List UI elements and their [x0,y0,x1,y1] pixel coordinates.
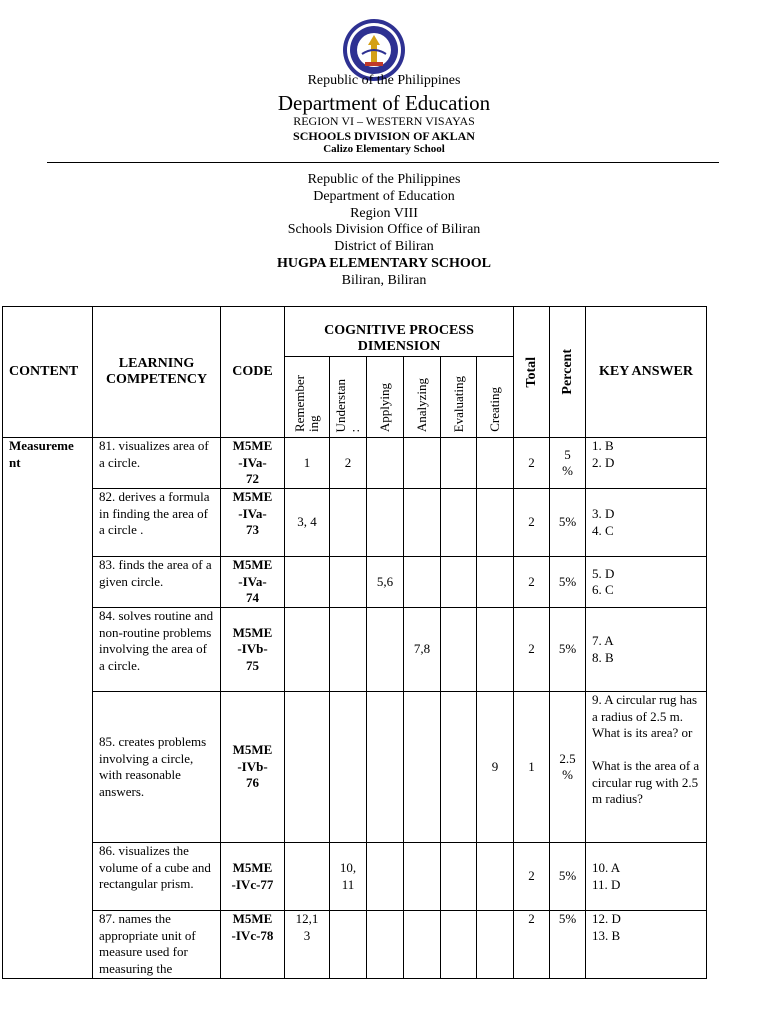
code-cell: M5ME -IVa- 74 [221,557,285,608]
understanding-cell [330,692,367,843]
code-cell: M5ME -IVa- 72 [221,438,285,489]
applying-cell [367,489,404,557]
creating-cell [477,438,514,489]
header-analyzing: Analyzing [404,357,441,438]
percent-cell: 5% [550,911,586,979]
table-row [3,489,707,557]
code-cell: M5ME -IVc-78 [221,911,285,979]
table-row [3,557,707,608]
competency-cell: 86. visualizes the volume of a cube and rectangular prism. [93,843,221,911]
header2-district: District of Biliran [334,239,434,254]
evaluating-cell [441,557,477,608]
tos-table [2,306,707,979]
analyzing-cell [404,692,441,843]
competency-cell: 81. visualizes area of a circle. [93,438,221,489]
understanding-cell: 2 [330,438,367,489]
header-remembering: Remember ing [285,357,330,438]
total-cell: 2 [514,843,550,911]
table-row [3,692,707,843]
applying-cell [367,843,404,911]
percent-cell: 5% [550,608,586,692]
header2-department: Department of Education [313,189,455,204]
analyzing-cell: 7,8 [404,608,441,692]
remembering-cell [285,843,330,911]
evaluating-cell [441,438,477,489]
letterhead-divider [47,162,719,163]
percent-cell: 5% [550,489,586,557]
header-key-answer: KEY ANSWER [586,307,707,438]
percent-cell: 5% [550,843,586,911]
creating-cell [477,557,514,608]
header-total: Total [514,307,550,438]
understanding-cell [330,489,367,557]
total-cell: 2 [514,557,550,608]
key-answer-cell: 12. D 13. B [586,911,707,979]
percent-cell: 2.5 % [550,692,586,843]
percent-cell: 5 % [550,438,586,489]
content-cell: Measureme nt [3,438,93,979]
remembering-cell: 3, 4 [285,489,330,557]
competency-cell: 84. solves routine and non-routine problems involving the area of a circle. [93,608,221,692]
header-cognitive-dimension: COGNITIVE PROCESS DIMENSION [285,307,514,357]
header-creating: Creating [477,357,514,438]
total-cell: 2 [514,438,550,489]
header-evaluating: Evaluating [441,357,477,438]
total-cell: 2 [514,911,550,979]
header-understanding: Understan : [330,357,367,438]
analyzing-cell [404,843,441,911]
letterhead-department: Department of Education [277,91,491,115]
evaluating-cell [441,911,477,979]
evaluating-cell [441,692,477,843]
letterhead-region: REGION VI – WESTERN VISAYAS [293,114,475,128]
table-row [3,608,707,692]
understanding-cell [330,557,367,608]
key-answer-cell: 5. D 6. C [586,557,707,608]
creating-cell [477,608,514,692]
remembering-cell [285,608,330,692]
applying-cell [367,911,404,979]
analyzing-cell [404,438,441,489]
total-cell: 2 [514,608,550,692]
code-cell: M5ME -IVa- 73 [221,489,285,557]
header2-division: Schools Division Office of Biliran [287,222,481,237]
creating-cell: 9 [477,692,514,843]
analyzing-cell [404,489,441,557]
analyzing-cell [404,911,441,979]
creating-cell [477,843,514,911]
total-cell: 1 [514,692,550,843]
competency-cell: 85. creates problems involving a circle, with reasonable answers. [93,692,221,843]
applying-cell: 5,6 [367,557,404,608]
key-answer-cell: 9. A circular rug has a radius of 2.5 m. What is its area? or What is the area of a circular rug with 2.5 m radius? [586,692,707,843]
remembering-cell: 12,1 3 [285,911,330,979]
understanding-cell: 10, 11 [330,843,367,911]
key-answer-cell: 1. B 2. D [586,438,707,489]
key-answer-cell: 3. D 4. C [586,489,707,557]
creating-cell [477,911,514,979]
understanding-cell [330,608,367,692]
code-cell: M5ME -IVc-77 [221,843,285,911]
header2-location: Biliran, Biliran [341,273,427,288]
header-applying: Applying [367,357,404,438]
header2-school: HUGPA ELEMENTARY SCHOOL [277,256,491,271]
letterhead-school: Calizo Elementary School [323,143,445,155]
table-row [3,438,707,489]
remembering-cell [285,557,330,608]
evaluating-cell [441,843,477,911]
table-row [3,911,707,979]
total-cell: 2 [514,489,550,557]
key-answer-cell: 10. A 11. D [586,843,707,911]
creating-cell [477,489,514,557]
applying-cell [367,438,404,489]
understanding-cell [330,911,367,979]
header-competency: LEARNING COMPETENCY [93,307,221,438]
header2-republic: Republic of the Philippines [307,172,461,187]
letterhead-division: SCHOOLS DIVISION OF AKLAN [293,129,475,143]
remembering-cell [285,692,330,843]
competency-cell: 83. finds the area of a given circle. [93,557,221,608]
competency-cell: 87. names the appropriate unit of measure used for measuring the [93,911,221,979]
header2-region: Region VIII [350,206,418,221]
competency-cell: 82. derives a formula in finding the area of a circle . [93,489,221,557]
evaluating-cell [441,608,477,692]
analyzing-cell [404,557,441,608]
header-percent: Percent [550,307,586,438]
code-cell: M5ME -IVb- 76 [221,692,285,843]
percent-cell: 5% [550,557,586,608]
code-cell: M5ME -IVb- 75 [221,608,285,692]
evaluating-cell [441,489,477,557]
applying-cell [367,692,404,843]
remembering-cell: 1 [285,438,330,489]
key-answer-cell: 7. A 8. B [586,608,707,692]
header-code: CODE [221,307,285,438]
header-content: CONTENT [3,307,93,438]
applying-cell [367,608,404,692]
letterhead-republic: Republic of the Philippines [307,73,461,88]
table-row [3,843,707,911]
